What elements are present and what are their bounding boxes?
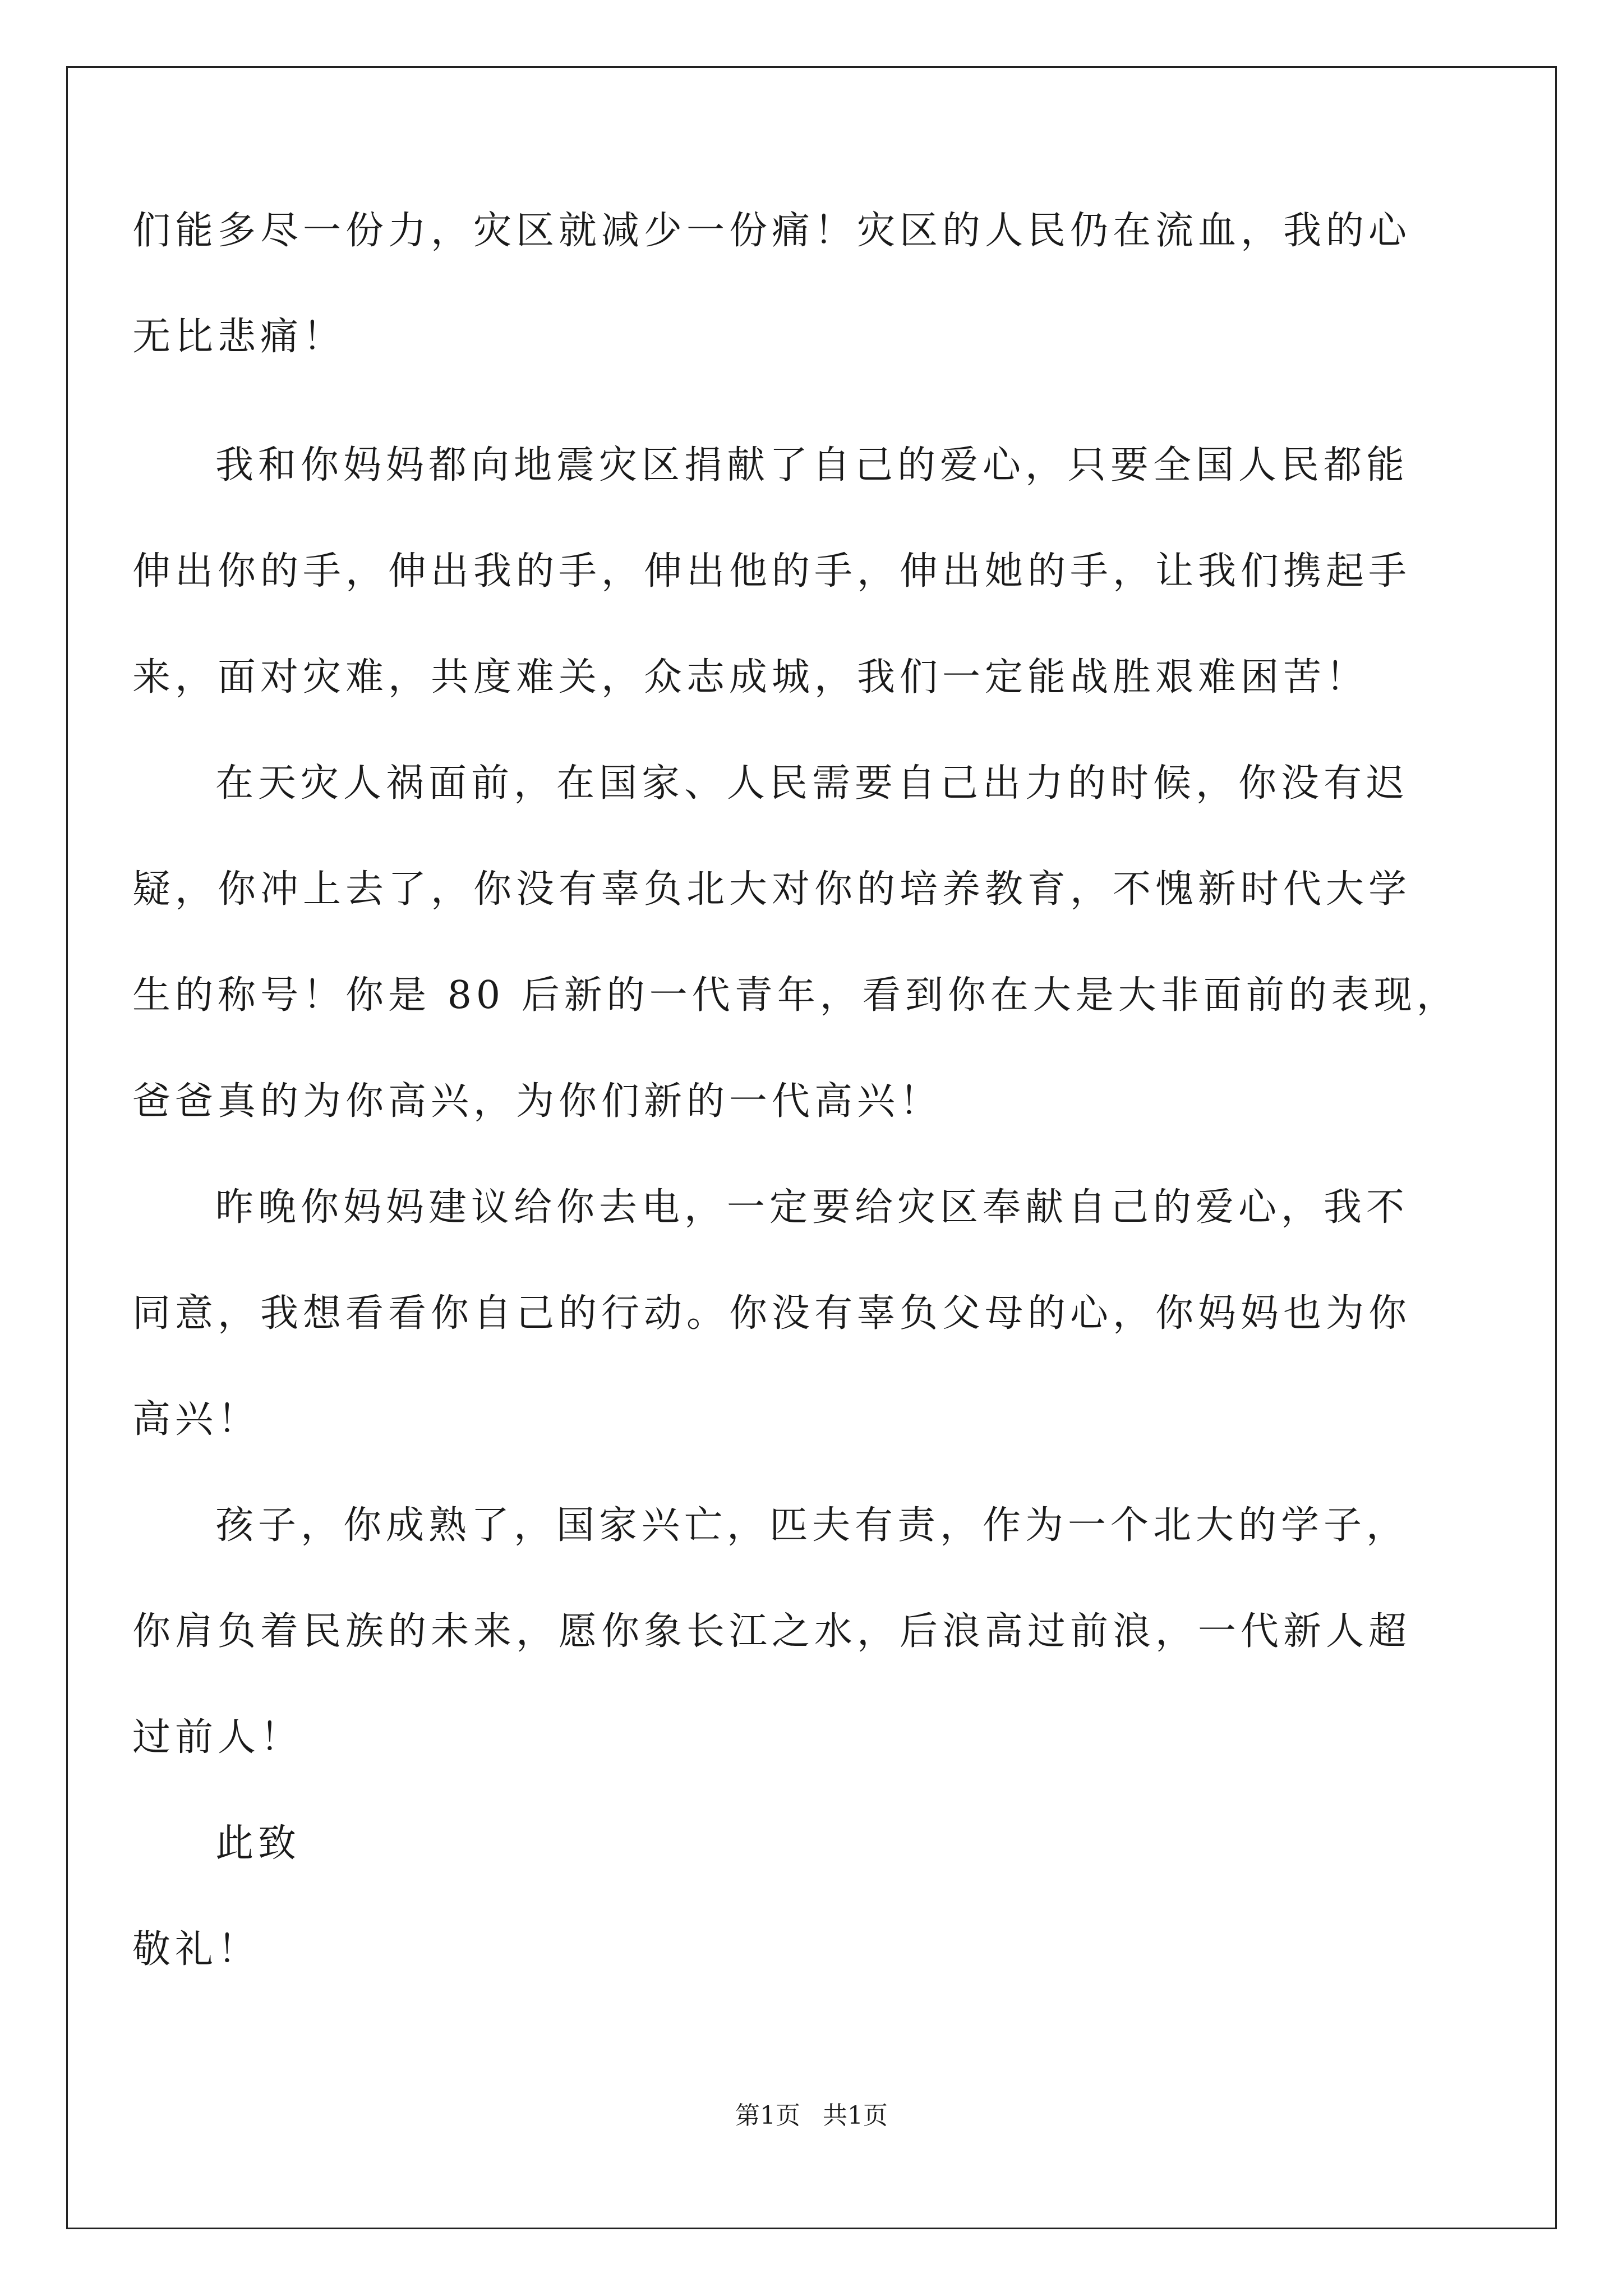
page-total: 共1页 [823, 2101, 888, 2130]
text-line: 来，面对灾难，共度难关，众志成城，我们一定能战胜艰难困苦！ [132, 655, 1369, 700]
text-line: 们能多尽一份力，灾区就减少一份痛！灾区的人民仍在流血，我的心 [132, 209, 1412, 253]
page-number: 第1页 [735, 2101, 800, 2130]
text-line: 伸出你的手，伸出我的手，伸出他的手，伸出她的手，让我们携起手 [132, 549, 1412, 593]
text-line: 爸爸真的为你高兴，为你们新的一代高兴！ [132, 1079, 943, 1124]
text-line: 疑，你冲上去了，你没有辜负北大对你的培养教育，不愧新时代大学 [132, 867, 1412, 912]
closing-regards: 敬礼！ [132, 1927, 261, 1972]
text-line: 过前人！ [132, 1715, 303, 1760]
text-line: 同意，我想看看你自己的行动。你没有辜负父母的心，你妈妈也为你 [132, 1291, 1412, 1336]
text-line: 你肩负着民族的未来，愿你象长江之水，后浪高过前浪，一代新人超 [132, 1609, 1412, 1654]
paragraph-start-line: 昨晚你妈妈建议给你去电，一定要给灾区奉献自己的爱心，我不 [215, 1185, 1409, 1230]
text-line: 生的称号！你是 80 后新的一代青年，看到你在大是大非面前的表现， [132, 973, 1459, 1018]
closing-salutation: 此致 [215, 1821, 301, 1866]
text-line: 高兴！ [132, 1397, 261, 1442]
text-line: 无比悲痛！ [132, 315, 346, 359]
paragraph-start-line: 我和你妈妈都向地震灾区捐献了自己的爱心，只要全国人民都能 [215, 443, 1409, 487]
page-border [66, 66, 1557, 2229]
paragraph-start-line: 在天灾人祸面前，在国家、人民需要自己出力的时候，你没有迟 [215, 761, 1409, 806]
page-footer [0, 2100, 1623, 2132]
paragraph-start-line: 孩子，你成熟了，国家兴亡，匹夫有责，作为一个北大的学子， [215, 1503, 1409, 1548]
